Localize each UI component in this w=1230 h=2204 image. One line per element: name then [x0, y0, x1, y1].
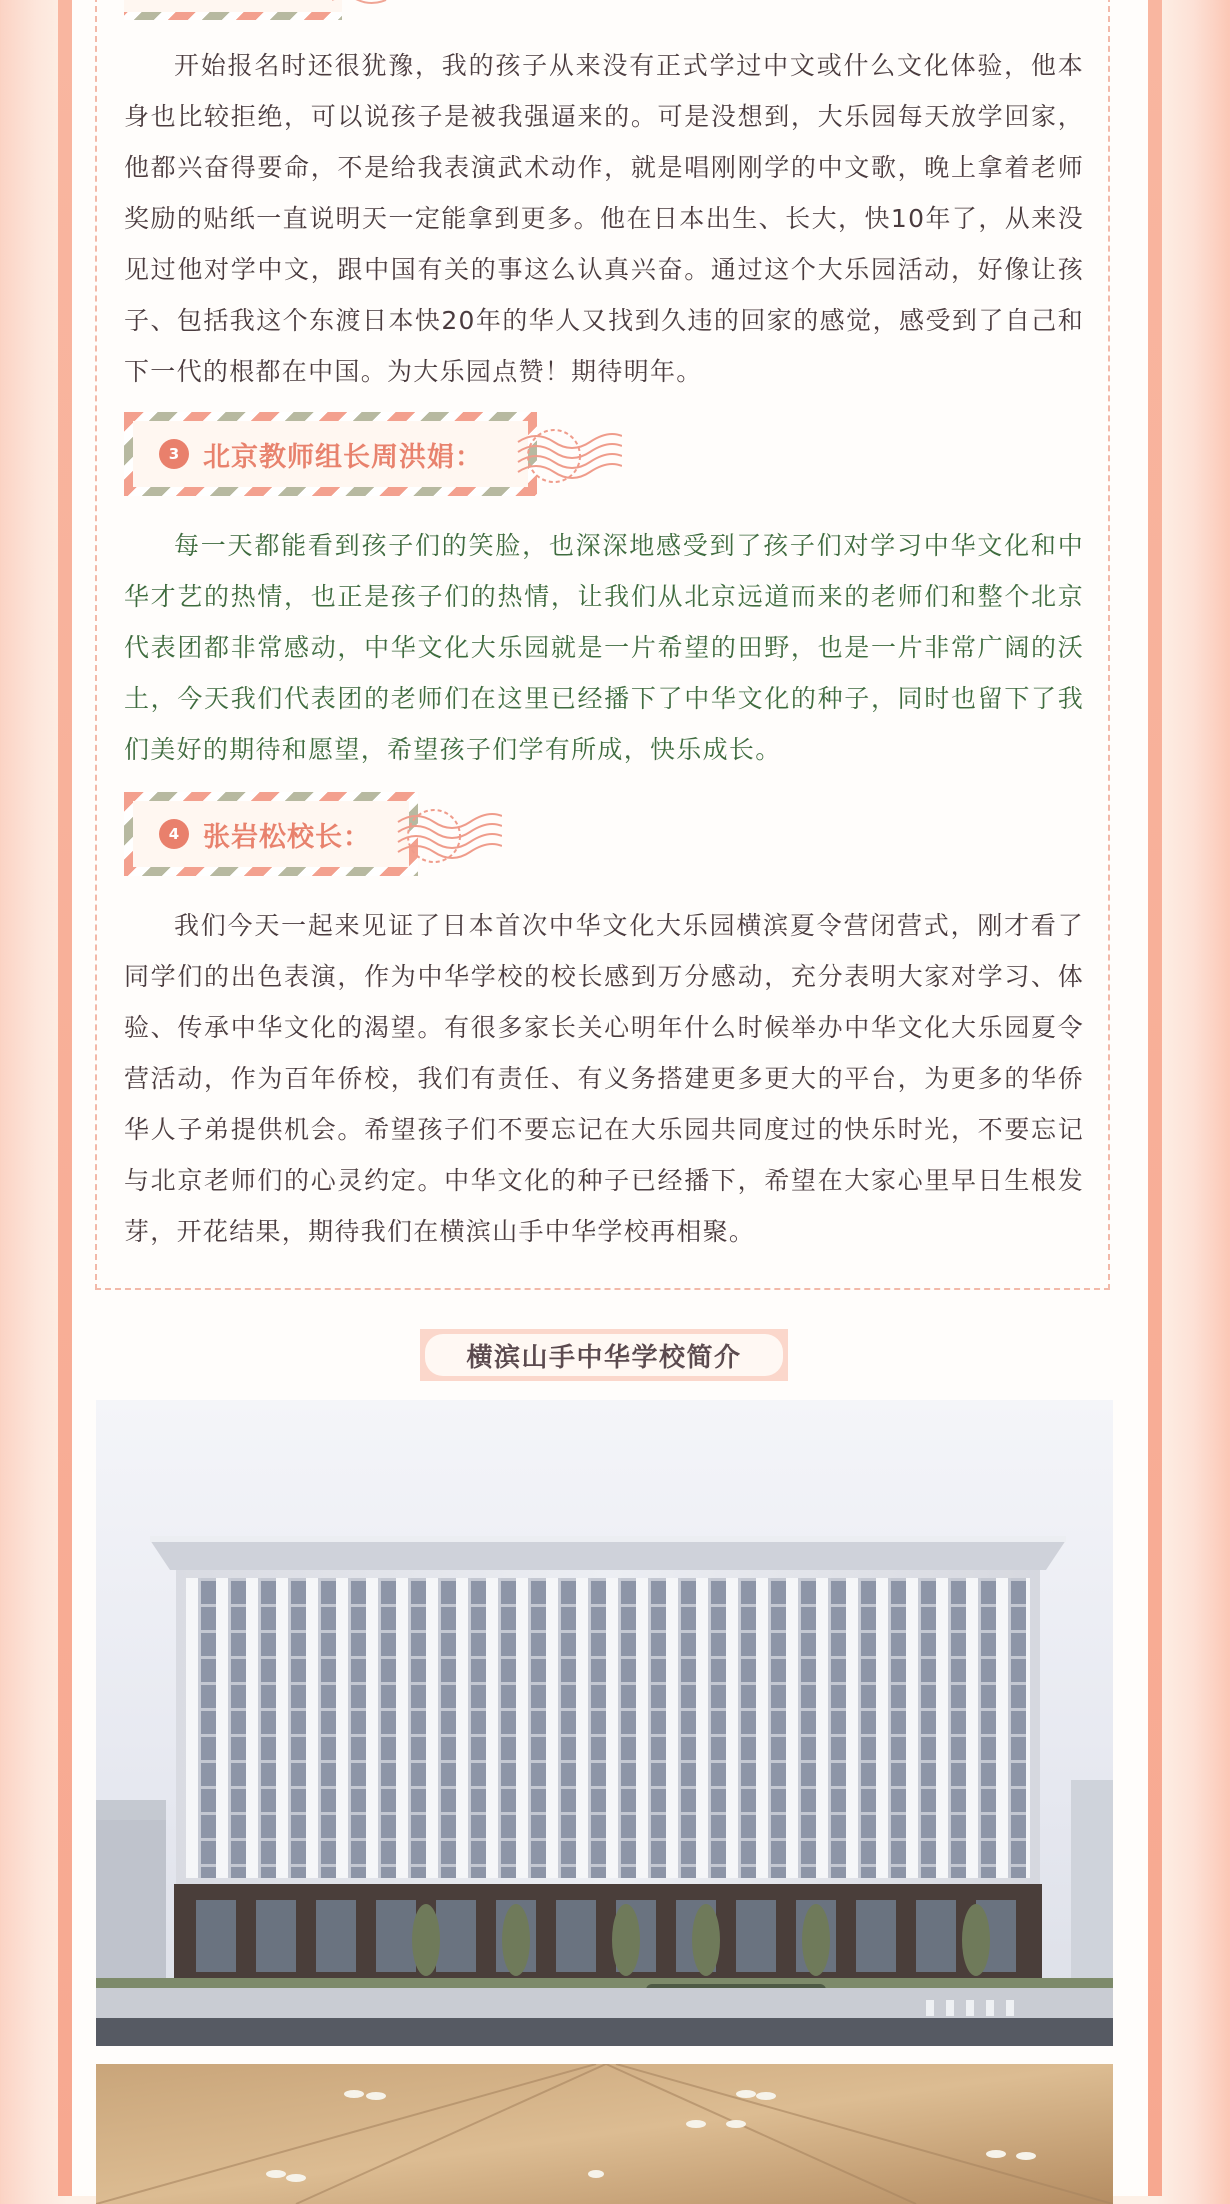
left-decor-band — [58, 0, 72, 2196]
postmark-stamp-icon — [396, 800, 502, 872]
previous-header-strip — [124, 0, 342, 20]
school-interior-photo — [96, 2064, 1113, 2204]
testimonial-paragraph-parent: 开始报名时还很犹豫，我的孩子从来没有正式学过中文或什么文化体验，他本身也比较拒绝，可以说孩子是被我强逼来的。可是没想到，大乐园每天放学回家，他都兴奋得要命，不是给我表演武术动作，就是唱刚刚学的中文歌，晚上拿着老师奖励的贴纸一直说明天一定能拿到更多。他在日本出生、长大，快10年了，从来没见过他对学中文，跟中国有关的事这么认真兴奋。通过这个大乐园活动，好像让孩子、包括我这个东渡日本快20年的华人又找到久违的回家的感觉，感受到了自己和下一代的根都在中国。为大乐园点赞！期待明年。 — [124, 51, 1084, 386]
section-header-principal — [124, 792, 418, 876]
postmark-stamp-icon — [330, 0, 390, 10]
section-number-badge: 4 — [159, 819, 189, 849]
school-intro-tag — [420, 1329, 788, 1381]
teacher-leader-paragraph: 每一天都能看到孩子们的笑脸，也深深地感受到了孩子们对学习中华文化和中华才艺的热情，也正是孩子们的热情，让我们从北京远道而来的老师们和整个北京代表团都非常感动，中华文化大乐园就是一片希望的田野，也是一片非常广阔的沃土，今天我们代表团的老师们在这里已经播下了中华文化的种子，同时也留下了我们美好的期待和愿望，希望孩子们学有所成，快乐成长。 — [124, 531, 1084, 764]
section-header-teacher-leader — [124, 412, 537, 496]
right-decor-band — [1148, 0, 1162, 2196]
section-header-title: 张岩松校长： — [203, 821, 371, 853]
section-header-title: 北京教师组长周洪娟： — [203, 441, 483, 473]
postmark-stamp-icon — [516, 420, 622, 492]
school-building-photo — [96, 1400, 1113, 2046]
section-number-badge: 3 — [159, 439, 189, 469]
school-intro-title: 横滨山手中华学校简介 — [425, 1334, 783, 1376]
principal-paragraph: 我们今天一起来见证了日本首次中华文化大乐园横滨夏令营闭营式，刚才看了同学们的出色表演，作为中华学校的校长感到万分感动，充分表明大家对学习、体验、传承中华文化的渴望。有很多家长关心明年什么时候举办中华文化大乐园夏令营活动，作为百年侨校，我们有责任、有义务搭建更多更大的平台，为更多的华侨华人子弟提供机会。希望孩子们不要忘记在大乐园共同度过的快乐时光，不要忘记与北京老师们的心灵约定。中华文化的种子已经播下，希望在大家心里早日生根发芽，开花结果，期待我们在横滨山手中华学校再相聚。 — [124, 911, 1084, 1246]
